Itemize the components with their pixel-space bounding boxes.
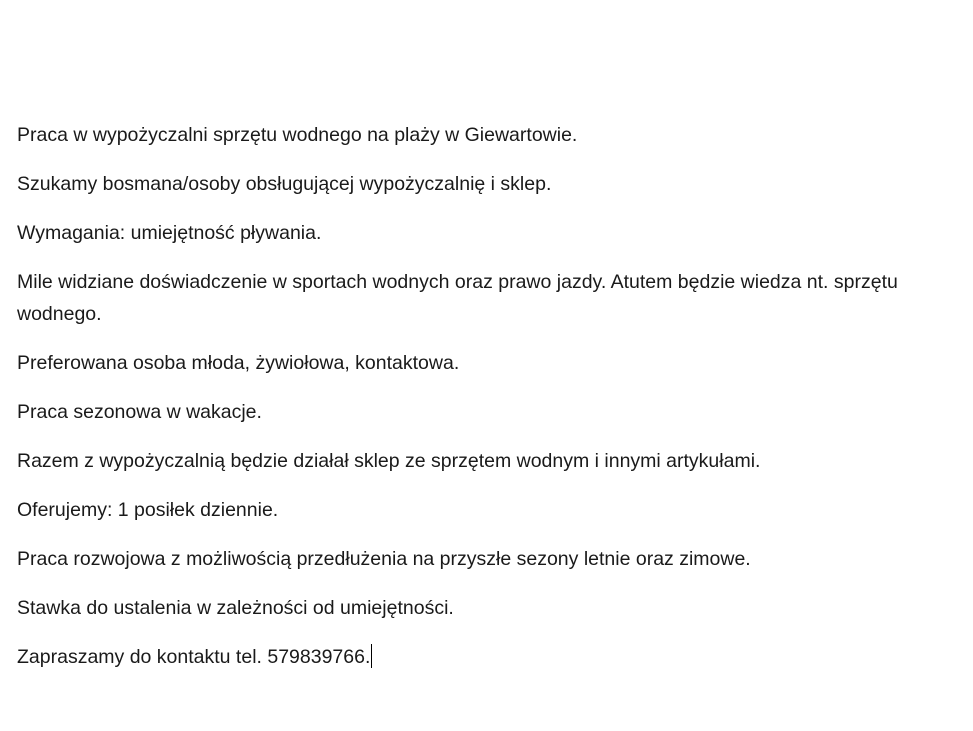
paragraph-shop: Razem z wypożyczalnią będzie działał sklep ze sprzętem wodnym i innymi artykułami.: [17, 450, 761, 472]
paragraph-seasonal: Praca sezonowa w wakacje.: [17, 401, 262, 423]
paragraph-offer: Oferujemy: 1 posiłek dziennie.: [17, 499, 279, 521]
paragraph-job-title: Praca w wypożyczalni sprzętu wodnego na plaży w Giewartowie.: [17, 124, 578, 146]
document-body[interactable]: [17, 119, 957, 690]
text-cursor: [371, 644, 372, 668]
paragraph-preferred-person: Preferowana osoba młoda, żywiołowa, kontaktowa.: [17, 352, 460, 374]
paragraph-rate: Stawka do ustalenia w zależności od umiejętności.: [17, 597, 454, 619]
paragraph-nice-to-have: Mile widziane doświadczenie w sportach wodnych oraz prawo jazdy. Atutem będzie wiedza nt. sprzętu wodnego.: [17, 271, 898, 325]
paragraph-contact: [17, 641, 957, 673]
contact-text: Zapraszamy do kontaktu tel. 579839766.: [17, 646, 371, 668]
paragraph-development: Praca rozwojowa z możliwością przedłużenia na przyszłe sezony letnie oraz zimowe.: [17, 548, 751, 570]
paragraph-seeking: Szukamy bosmana/osoby obsługującej wypożyczalnię i sklep.: [17, 173, 552, 195]
paragraph-requirements: Wymagania: umiejętność pływania.: [17, 222, 322, 244]
